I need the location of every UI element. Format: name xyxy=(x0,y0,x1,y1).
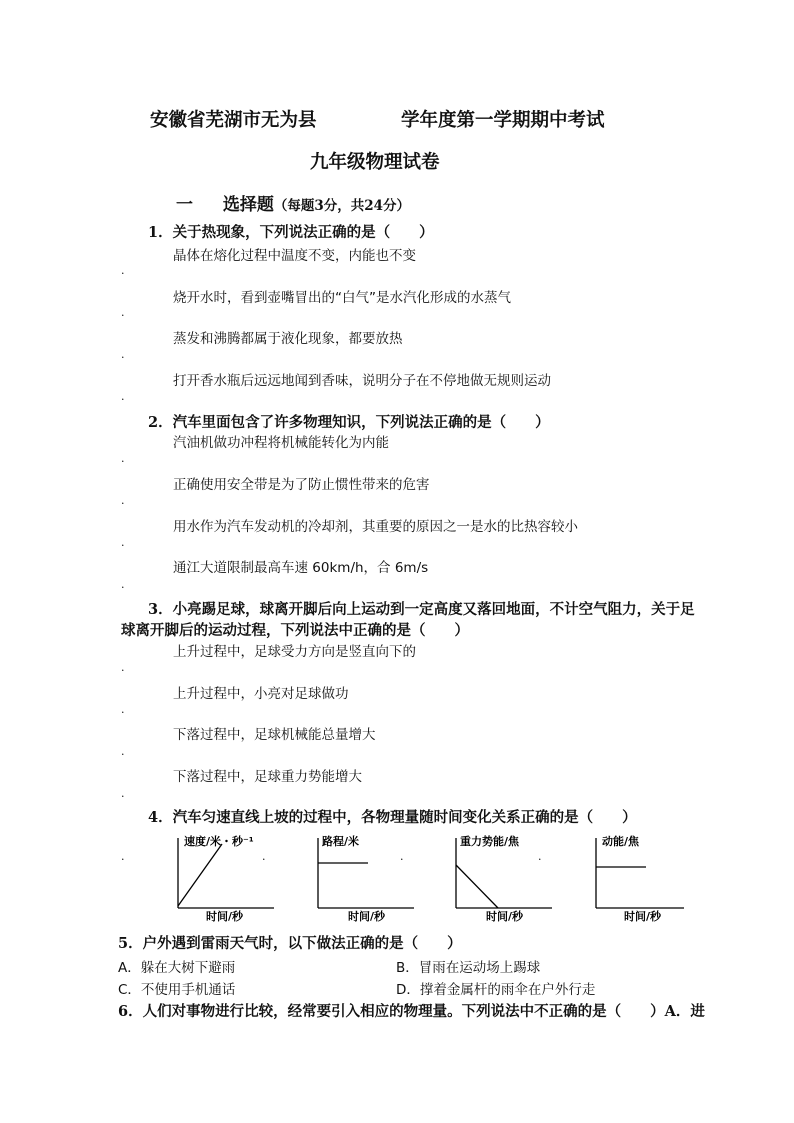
graph-d-ylabel: 动能/焦 xyxy=(602,835,640,848)
question-1-option-4: 打开香水瓶后远远地闻到香味，说明分子在不停地做无规则运动 xyxy=(173,373,551,389)
question-1-stem: 1．关于热现象，下列说法正确的是（ ） xyxy=(148,224,434,241)
question-5-stem: 5．户外遇到雷雨天气时，以下做法正确的是（ ） xyxy=(118,935,462,952)
graph-a-svg xyxy=(170,830,280,922)
question-1-option-1: 晶体在熔化过程中温度不变，内能也不变 xyxy=(173,248,416,264)
graph-a xyxy=(170,830,280,922)
question-3-option-3: 下落过程中，足球机械能总量增大 xyxy=(173,727,376,743)
option-marker: . xyxy=(121,390,125,403)
graph-a-ylabel: 速度/米・秒⁻¹ xyxy=(184,835,254,848)
question-1-option-2: 烧开水时，看到壶嘴冒出的“白气”是水汽化形成的水蒸气 xyxy=(173,290,511,306)
graph-b xyxy=(310,830,420,922)
question-3-stem-line1: 3．小亮踢足球，球离开脚后向上运动到一定高度又落回地面，不计空气阻力，关于足 xyxy=(148,601,695,618)
option-marker: . xyxy=(121,494,125,507)
option-marker: . xyxy=(121,745,125,758)
graph-d xyxy=(588,830,698,922)
graph-c-svg xyxy=(448,830,558,922)
graph-a-xlabel: 时间/秒 xyxy=(206,910,244,922)
graph-d-xlabel: 时间/秒 xyxy=(624,910,662,922)
option-marker: . xyxy=(121,306,125,319)
question-2-stem: 2．汽车里面包含了许多物理知识，下列说法正确的是（ ） xyxy=(148,414,550,431)
question-5-option-a: A．躲在大树下避雨 xyxy=(118,960,236,976)
option-marker: . xyxy=(262,850,266,863)
question-3-option-4: 下落过程中，足球重力势能增大 xyxy=(173,769,362,785)
question-5-option-b: B．冒雨在运动场上踢球 xyxy=(396,960,541,976)
graph-b-xlabel: 时间/秒 xyxy=(348,910,386,922)
exam-title-right: 学年度第一学期期中考试 xyxy=(401,110,605,131)
section-number: 一 xyxy=(176,195,193,215)
question-2-option-1: 汽油机做功冲程将机械能转化为内能 xyxy=(173,435,389,451)
option-marker: . xyxy=(538,850,542,863)
option-marker: . xyxy=(121,264,125,277)
graph-c xyxy=(448,830,558,922)
graph-c-line xyxy=(456,865,498,908)
question-2-option-2: 正确使用安全带是为了防止惯性带来的危害 xyxy=(173,477,430,493)
option-marker: . xyxy=(121,703,125,716)
option-marker: . xyxy=(121,348,125,361)
question-6-stem: 6．人们对事物进行比较，经常要引入相应的物理量。下列说法中不正确的是（ ）A．进 xyxy=(118,1003,705,1020)
exam-subtitle: 九年级物理试卷 xyxy=(310,152,440,173)
question-2-option-3: 用水作为汽车发动机的冷却剂，其重要的原因之一是水的比热容较小 xyxy=(173,519,578,535)
option-marker: . xyxy=(121,452,125,465)
option-marker: . xyxy=(400,850,404,863)
question-3-option-1: 上升过程中，足球受力方向是竖直向下的 xyxy=(173,644,416,660)
graph-b-ylabel: 路程/米 xyxy=(322,835,360,848)
option-marker: . xyxy=(121,850,125,863)
question-2-option-4: 通江大道限制最高车速 60km/h，合 6m/s xyxy=(173,560,429,576)
section-note: （每题3分，共24分） xyxy=(273,198,411,214)
graph-c-xlabel: 时间/秒 xyxy=(486,910,524,922)
section-heading xyxy=(176,190,410,215)
option-marker: . xyxy=(121,661,125,674)
graph-d-svg xyxy=(588,830,698,922)
option-marker: . xyxy=(121,536,125,549)
question-3-option-2: 上升过程中，小亮对足球做功 xyxy=(173,686,349,702)
graph-a-line xyxy=(178,844,222,906)
question-3-stem-line2: 球离开脚后的运动过程，下列说法中正确的是（ ） xyxy=(121,622,469,639)
graph-c-ylabel: 重力势能/焦 xyxy=(460,835,520,848)
option-marker: . xyxy=(121,578,125,591)
graph-b-svg xyxy=(310,830,420,922)
exam-title-left: 安徽省芜湖市无为县 xyxy=(150,110,317,131)
option-marker: . xyxy=(121,787,125,800)
section-name: 选择题 xyxy=(222,195,274,215)
question-1-option-3: 蒸发和沸腾都属于液化现象，都要放热 xyxy=(173,331,403,347)
question-5-option-c: C．不使用手机通话 xyxy=(118,982,236,998)
question-4-stem: 4．汽车匀速直线上坡的过程中，各物理量随时间变化关系正确的是（ ） xyxy=(148,809,637,826)
question-5-option-d: D．撑着金属杆的雨伞在户外行走 xyxy=(396,982,596,998)
